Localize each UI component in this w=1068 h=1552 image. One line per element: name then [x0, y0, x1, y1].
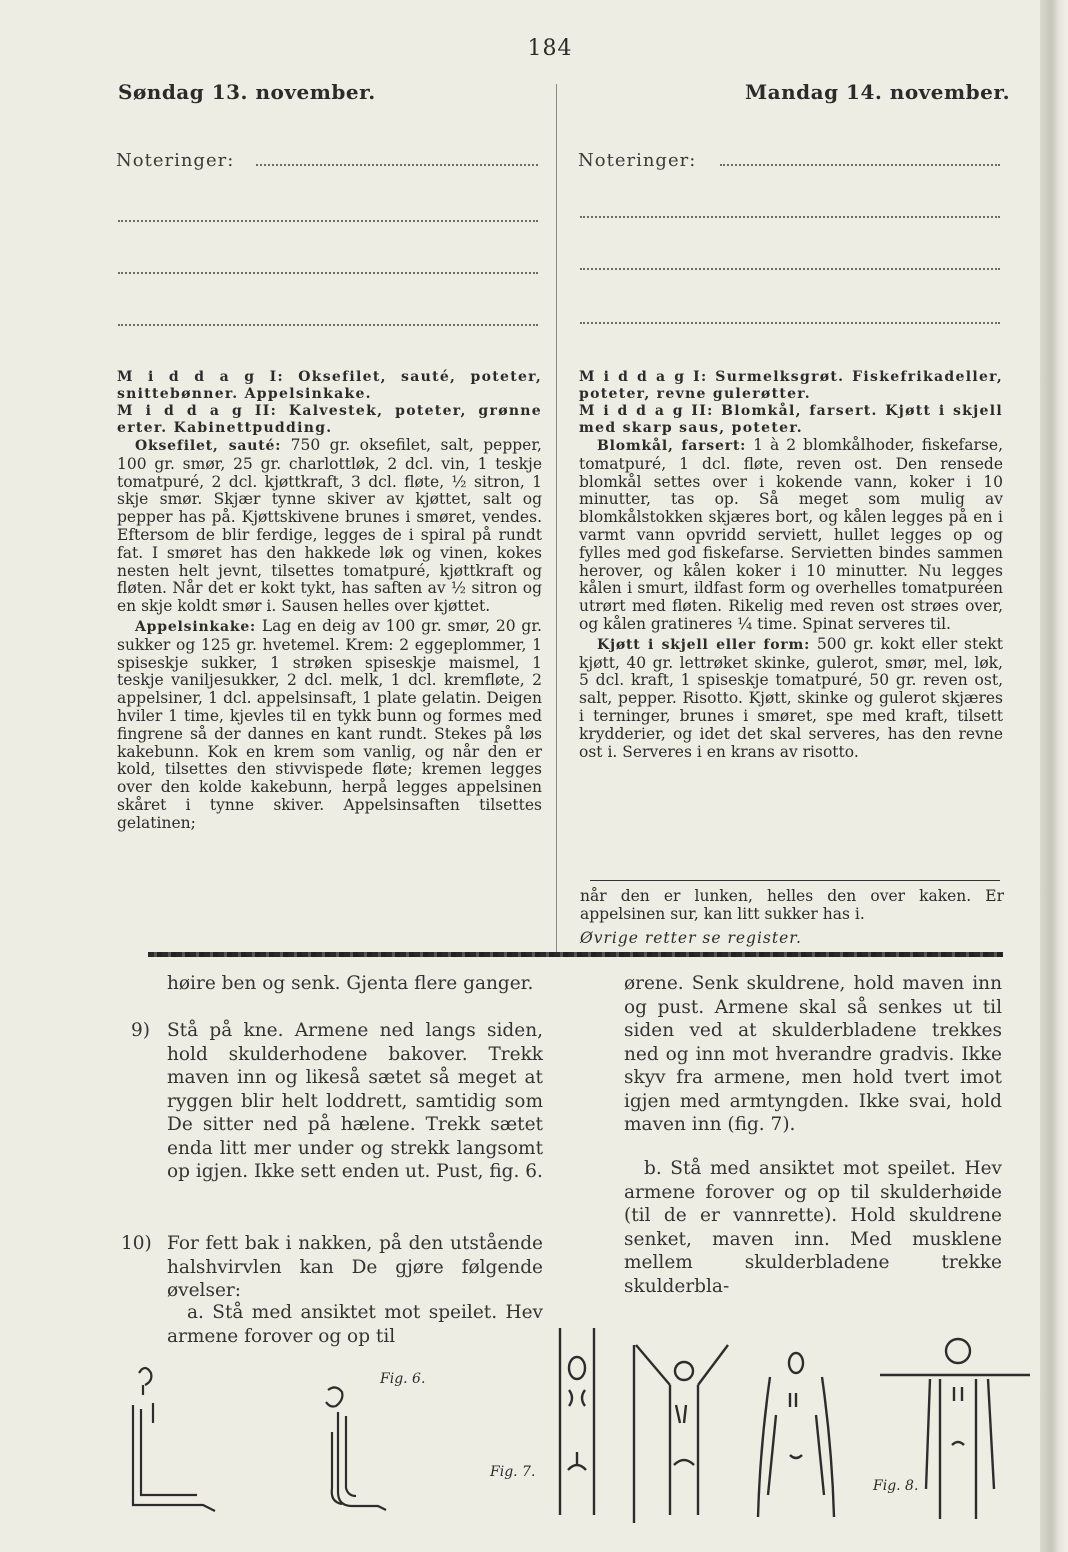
recipe-rule — [590, 880, 1000, 881]
figure-7-illustration — [552, 1320, 602, 1520]
recipe-heading: Kjøtt i skjell eller form: — [597, 636, 811, 653]
left-dinner-2: M i d d a g II: Kalvestek, poteter, grønne erter. Kabinettpudding. — [117, 403, 542, 436]
continued-text: når den er lunken, helles den over kaken. Er appelsinen sur, kan litt sukker has i. — [580, 887, 1004, 923]
left-notes-line — [118, 220, 538, 222]
exercise-10: For fett bak i nakken, på den utstående halshvirvlen kan De gjøre følgende øvelser: — [167, 1233, 543, 1301]
figure-8-illustration — [610, 1325, 1040, 1525]
exercise-10a: a. Stå med ansiktet mot speilet. Hev armene forover og op til — [167, 1302, 543, 1347]
page-edge — [1040, 0, 1068, 1552]
right-dinner-2: M i d d a g II: Blomkål, farsert. Kjøtt i skjell med skarp saus, poteter. — [579, 403, 1003, 436]
recipe-text: Lag en deig av 100 gr. smør, 20 gr. sukker og 125 gr. hvetemel. Krem: 2 eggeplommer, 1 spiseskje sukker, 1 strøken spiseskje maismel, 1 teskje vaniljesukker, 2 dcl. melk, 1 dcl. kremfløte, 2 appelsiner, 1 dcl. appelsinsaft, 1 plate gelatin. Deigen hviler 1 time, kjevles til en tykk bunn og formes med fingrene så der dannes en kant rundt. Stekes på løs kakebunn. Kok en krem som vanlig, og når den er kold, tilsettes den stivvispede fløte; kremen legges over den kolde kakebunn, herpå legges appelsinen skåret i tynne skiver. Appelsinsaften tilsettes gelatinen; — [117, 616, 542, 832]
recipe-text: 500 gr. kokt eller stekt kjøtt, 40 gr. lettrøket skinke, gulerot, smør, mel, løk, 5 dcl. kraft, 1 spiseskje tomatpuré, 50 gr. reven ost, salt, pepper. Risotto. Kjøtt, skinke og gulerot skjæres i terninger, brunes i smøret, spe med kraft, tilsett krydderier, og idet det skal serveres, has den revne ost i. Serveres i en krans av risotto. — [579, 634, 1004, 761]
left-recipe-1 — [117, 437, 542, 616]
left-column — [117, 369, 542, 833]
left-recipe-2 — [117, 618, 542, 833]
left-dinner-1: M i d d a g I: Oksefilet, sauté, poteter, snittebønner. Appelsinkake. — [117, 369, 542, 402]
section-separator — [148, 952, 1003, 957]
figure-7-label: Fig. 7. — [490, 1464, 536, 1480]
exercise-continuation: høire ben og senk. Gjenta flere ganger. — [167, 973, 534, 994]
figure-6-kneeling-illustration — [300, 1382, 390, 1512]
exercise-9: Stå på kne. Armene ned langs siden, hold skulderhodene bakover. Trekk maven inn og likeså sætet så meget at ryggen blir helt loddrett, samtidig som De sitter ned på hælene. Trekk sætet enda litt mer under og strekk langsomt op igjen. Ikke sett enden ut. Pust, fig. 6. — [167, 1020, 543, 1182]
right-notes-line — [580, 268, 1000, 270]
exercise-number-9: 9) — [131, 1020, 150, 1041]
right-recipe-1 — [579, 437, 1003, 634]
right-notes-label: Noteringer: — [578, 150, 697, 171]
recipe-text: 1 à 2 blomkålhoder, fiskefarse, tomatpuré, 1 dcl. fløte, reven ost. Den rensede blomkål settes over i kokende vann, koker i 10 minutter, tas op. Så meget som mulig av blomkålstokken skjæres bort, og kålen legges på en i varmt vann opvridd serviett, hullet legges op og fylles med god fiskefarse. Servietten bindes sammen herover, og kålen koker i 10 minutter. Nu legges kålen i smurt, ildfast form og overhelles tomatpuréen utrørt med fløten. Rikelig med reven ost strøes over, og kålen gratineres ¼ time. Spinat serveres til. — [579, 436, 1003, 633]
page-number: 184 — [527, 36, 573, 61]
right-recipe-2 — [579, 636, 1003, 762]
recipe-heading: Appelsinkake: — [135, 618, 256, 635]
left-notes-line — [118, 324, 538, 326]
figure-6-label: Fig. 6. — [380, 1371, 426, 1387]
recipe-heading: Blomkål, farsert: — [597, 438, 747, 454]
right-notes-line — [720, 164, 1000, 166]
other-dishes-note: Øvrige retter se register. — [580, 929, 802, 947]
exercise-10a-continued: ørene. Senk skuldrene, hold maven inn og pust. Armene skal så senkes ut til siden ved at skulderbladene trekkes ned og inn mot hverandre gradvis. Ikke skyv fra armene, men hold tvert imot igjen med armtyngden. Ikke svai, hold maven inn (fig. 7). — [624, 973, 1002, 1135]
right-column — [579, 369, 1003, 761]
exercise-10b: b. Stå med ansiktet mot speilet. Hev armene forover og op til skulderhøide (til de er vannrette). Hold skuldrene senket, maven inn. Med musklene mellem skulderbladene trekke skulderbla- — [624, 1158, 1002, 1297]
figure-6-illustration — [125, 1355, 235, 1515]
left-notes-label: Noteringer: — [116, 150, 235, 171]
left-day-heading: Søndag 13. november. — [118, 80, 376, 104]
recipe-heading: Oksefilet, sauté: — [135, 438, 282, 454]
right-notes-line — [580, 216, 1000, 218]
recipe-text: 750 gr. oksefilet, salt, pepper, 100 gr. smør, 25 gr. charlottløk, 2 dcl. vin, 1 teskje tomatpuré, 2 dcl. kjøttkraft, 3 dcl. fløte, ½ sitron, 1 skje smør. Skjær tynne skiver av kjøttet, salt og pepper has på. Kjøttskivene brunes i smøret, vendes. Eftersom de blir ferdige, legges de i spiral på rundt fat. I smøret has den hakkede løk og vinen, kokes nesten helt jevnt, tilsettes tomatpuré, kjøttkraft og fløten. Når det er kokt tykt, has saften av ½ sitron og en skje koldt smør i. Sausen helles over kjøttet. — [117, 436, 542, 616]
right-dinner-1: M i d d a g I: Surmelksgrøt. Fiskefrikadeller, poteter, revne gulerøtter. — [579, 369, 1003, 402]
figure-8-label: Fig. 8. — [873, 1478, 919, 1494]
right-day-heading: Mandag 14. november. — [745, 80, 1011, 104]
left-notes-line — [118, 272, 538, 274]
right-notes-line — [580, 322, 1000, 324]
exercise-number-10: 10) — [121, 1233, 152, 1254]
left-notes-line — [256, 164, 538, 166]
column-divider — [556, 84, 557, 954]
